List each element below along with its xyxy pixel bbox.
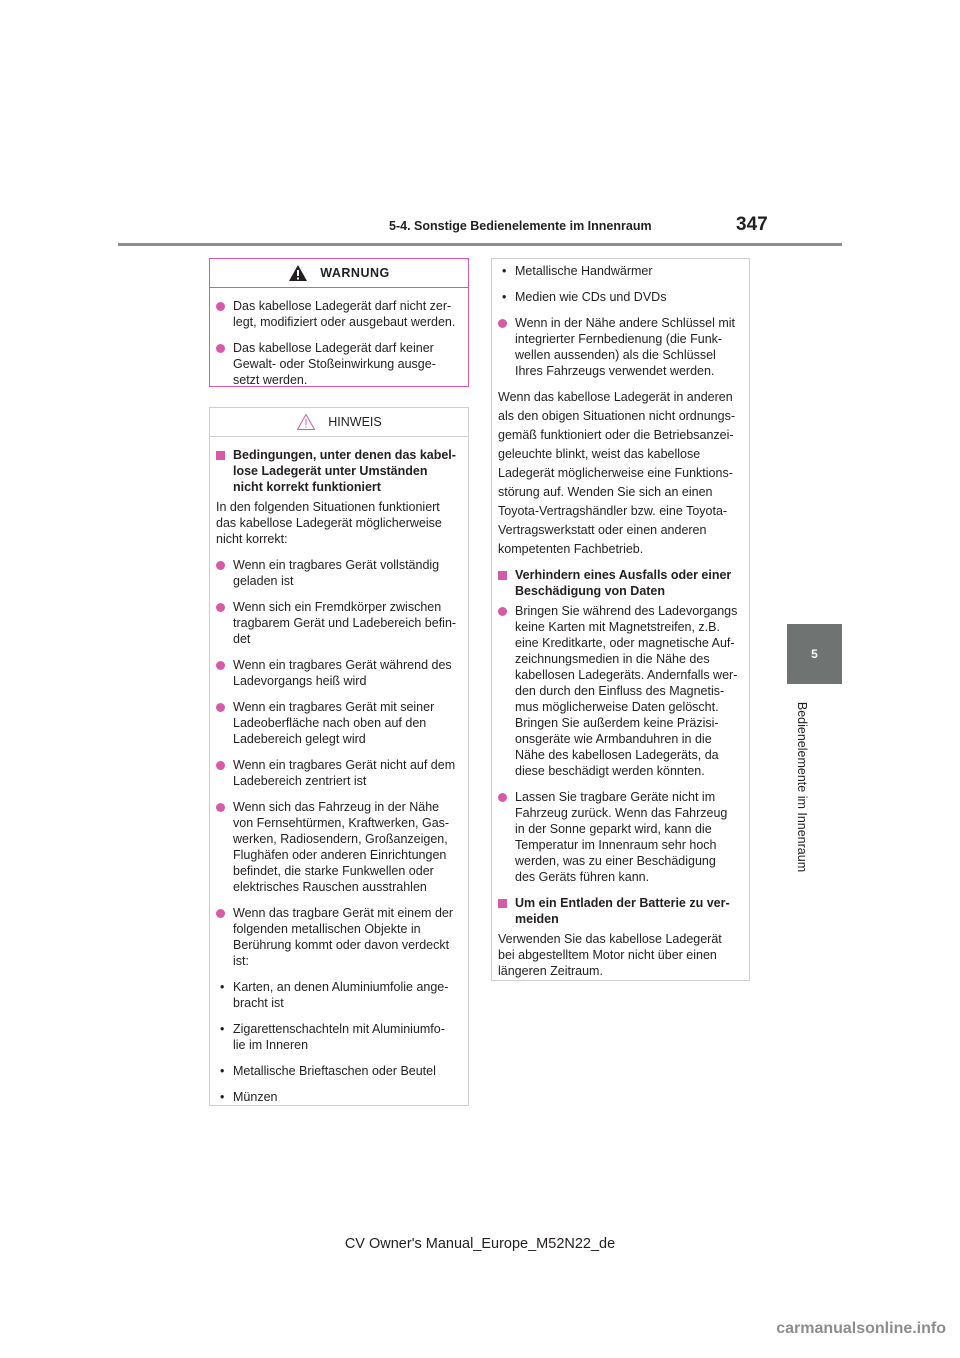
chapter-tab: [787, 624, 842, 684]
battery-text: Verwenden Sie das kabellose Ladegerät bei abgestelltem Motor nicht über einen längeren Zeitraum.: [498, 932, 722, 978]
chapter-label: [787, 692, 817, 882]
list-item: [216, 298, 458, 330]
section-heading: [498, 895, 739, 927]
warning-title: WARNUNG: [320, 266, 390, 280]
paragraph-line: Vertragswerkstatt oder einen anderen: [498, 523, 707, 537]
malfunction-paragraph: [498, 389, 739, 557]
list-item: [216, 340, 458, 388]
sub-bullet: •: [502, 290, 507, 304]
chapter-number: 5: [811, 647, 818, 661]
sub-item-text: Karten, an denen Aluminiumfolie ange- bracht ist: [233, 980, 449, 1010]
caution-triangle-outline-icon: [296, 413, 316, 431]
bullet-dot: [216, 603, 225, 612]
list-item: [498, 315, 739, 379]
heading-square: [216, 451, 225, 460]
list-item: [216, 905, 458, 969]
list-item: [498, 789, 739, 885]
sub-item-text: Münzen: [233, 1090, 278, 1104]
list-item: [216, 657, 458, 689]
bullet-dot: [216, 344, 225, 353]
paragraph-line: gemäß funktioniert oder die Betriebsanzei-: [498, 428, 734, 442]
sub-bullet: •: [502, 264, 507, 278]
list-item-text: Lassen Sie tragbare Geräte nicht im Fahrzeug zurück. Wenn das Fahrzeug in der Sonne geparkt wird, kann die Temperatur im Innenraum sehr hoch werden, was zu einer Beschädigung des Geräts führen kann.: [515, 790, 728, 884]
bullet-dot: [216, 703, 225, 712]
sub-bullet: •: [220, 1090, 225, 1104]
warning-item-text: Das kabellose Ladegerät darf nicht zer- legt, modifiziert oder ausgebaut werden.: [233, 299, 456, 329]
list-item: [216, 757, 458, 789]
section-title: 5-4. Sonstige Bedienelemente im Innenraum: [389, 219, 652, 233]
paragraph-line: Toyota-Vertragshändler bzw. eine Toyota-: [498, 504, 728, 518]
sub-list-item: [216, 1063, 458, 1079]
notice-continued-box: [491, 258, 750, 981]
warning-header: [210, 259, 468, 288]
bullet-dot: [216, 909, 225, 918]
sub-list-item: [498, 289, 739, 305]
sub-item-text: Medien wie CDs und DVDs: [515, 290, 667, 304]
list-item-text: Wenn ein tragbares Gerät nicht auf dem Ladebereich zentriert ist: [233, 758, 456, 788]
paragraph-line: geleuchte blinkt, weist das kabellose: [498, 447, 701, 461]
bullet-dot: [216, 561, 225, 570]
bullet-dot: [498, 319, 507, 328]
list-item: [216, 599, 458, 647]
warning-item-text: Das kabellose Ladegerät darf keiner Gewalt- oder Stoßeinwirkung ausge- setzt werden.: [233, 341, 436, 387]
bullet-dot: [498, 607, 507, 616]
bullet-dot: [216, 302, 225, 311]
list-item: [216, 699, 458, 747]
watermark: carmanualsonline.info: [776, 1320, 946, 1337]
bullet-dot: [216, 761, 225, 770]
intro-text: In den folgenden Situationen funktioniert das kabellose Ladegerät möglicherweise nicht korrekt:: [216, 500, 442, 546]
sub-bullet: •: [220, 1022, 225, 1036]
paragraph-line: Ladegerät möglicherweise eine Funktions-: [498, 466, 733, 480]
header-rule: [118, 243, 842, 246]
list-item-text: Wenn in der Nähe andere Schlüssel mit integrierter Fernbedienung (die Funk- wellen aussenden) als die Schlüssel Ihres Fahrzeugs verwendet werden.: [515, 316, 736, 378]
section-heading: [498, 567, 739, 599]
bullet-dot: [216, 803, 225, 812]
sub-list-item: [216, 1021, 458, 1053]
list-item-text: Wenn ein tragbares Gerät mit seiner Ladeoberfläche nach oben auf den Ladebereich gelegt wird: [233, 700, 435, 746]
list-item-text: Wenn das tragbare Gerät mit einem der folgenden metallischen Objekte in Berührung kommt oder davon verdeckt ist:: [233, 906, 454, 968]
bullet-dot: [216, 661, 225, 670]
heading-text: Bedingungen, unter denen das kabel- lose Ladegerät unter Umständen nicht korrekt funktioniert: [233, 448, 456, 494]
list-item: [216, 557, 458, 589]
page-number: 347: [736, 214, 768, 235]
notice-title: HINWEIS: [328, 415, 382, 429]
notice-header: [210, 408, 468, 437]
bullet-dot: [498, 793, 507, 802]
sub-list-item: [216, 1089, 458, 1105]
sub-item-text: Zigarettenschachteln mit Aluminiumfo- lie im Inneren: [233, 1022, 445, 1052]
list-item-text: Wenn ein tragbares Gerät vollständig geladen ist: [233, 558, 440, 588]
heading-square: [498, 899, 507, 908]
section-heading: [216, 447, 458, 495]
sub-item-text: Metallische Handwärmer: [515, 264, 653, 278]
footer-manual-name: CV Owner's Manual_Europe_M52N22_de: [344, 1236, 616, 1252]
paragraph-line: Wenn das kabellose Ladegerät in anderen: [498, 390, 733, 404]
paragraph-line: störung auf. Wenden Sie sich an einen: [498, 485, 713, 499]
list-item-text: Wenn sich das Fahrzeug in der Nähe von Fernsehtürmen, Kraftwerken, Gas- werken, Radiosendern, Großanzeigen, Flughäfen oder anderen Einrichtungen befindet, die starke Funkwellen oder elektrisches Rauschen ausstrahlen: [233, 800, 450, 894]
heading-text: Um ein Entladen der Batterie zu ver- meiden: [515, 896, 730, 926]
sub-list-item: [498, 263, 739, 279]
notice-box: [209, 407, 469, 1106]
list-item-text: Wenn sich ein Fremdkörper zwischen tragbarem Gerät und Ladebereich befin- det: [233, 600, 457, 646]
heading-square: [498, 571, 507, 580]
heading-text: Verhindern eines Ausfalls oder einer Beschädigung von Daten: [515, 568, 732, 598]
sub-list-item: [216, 979, 458, 1011]
warning-triangle-icon: [288, 264, 308, 282]
paragraph-line: kompetenten Fachbetrieb.: [498, 542, 644, 556]
list-item-text: Wenn ein tragbares Gerät während des Ladevorgangs heiß wird: [233, 658, 452, 688]
sub-item-text: Metallische Brieftaschen oder Beutel: [233, 1064, 436, 1078]
list-item-text: Bringen Sie während des Ladevorgangs keine Karten mit Magnetstreifen, z.B. eine Kreditkarte, oder magnetische Auf- zeichnungsmedien in die Nähe des kabellosen Ladegeräts. Andernfalls wer- den durch den Einfluss des Magnetis- mus möglicherweise Daten gelöscht. Bringen Sie außerdem keine Präzisi- onsgeräte wie Armbanduhren in die Nähe des kabellosen Ladegeräts, da diese beschädigt werden könnten.: [515, 604, 738, 778]
sub-bullet: •: [220, 1064, 225, 1078]
paragraph-line: als den obigen Situationen nicht ordnungs-: [498, 409, 735, 423]
list-item: [216, 799, 458, 895]
list-item: [498, 603, 739, 779]
warning-box: [209, 258, 469, 387]
sub-bullet: •: [220, 980, 225, 994]
chapter-label-text: Bedienelemente im Innenraum: [795, 701, 809, 873]
